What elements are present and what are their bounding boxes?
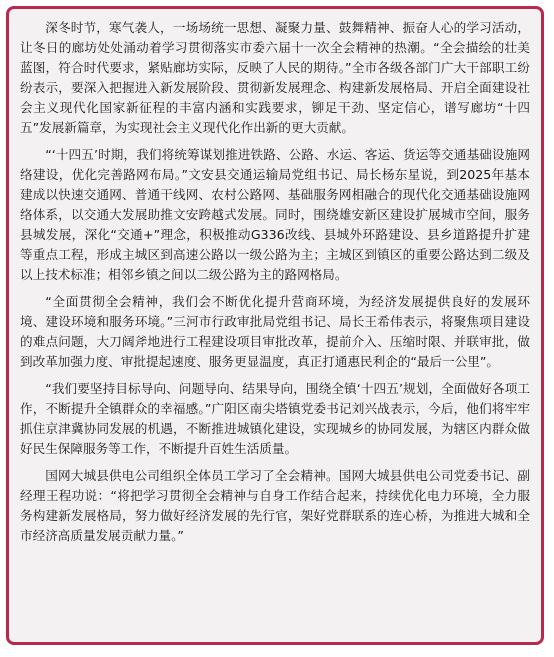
article-paragraph-5: 国网大城县供电公司组织全体员工学习了全会精神。国网大城县供电公司党委书记、副经理王程功说：“将把学习贯彻全会精神与自身工作结合起来，持续优化电力环境，全力服务构建新发展格局，努力做好经济发展的先行官，架好党群联系的连心桥，为推进大城和全市经济高质量发展贡献力量。” — [20, 468, 530, 543]
article-paragraph-2: “‘十四五’时期，我们将统筹谋划推进铁路、公路、水运、客运、货运等交通基础设施网络建设，优化完善路网布局。”文安县交通运输局党组书记、局长杨东星说，到2025年基本建成以快速交通网、普通干线网、农村公路网、基础服务网相融合的现代化交通基础设施网络体系，以交通大发展助推文安跨越式发展。同时，围绕雄安新区建设扩展城市空间，服务县城发展，深化“交通+”理念，积极推动G336改线、县城外环路建设、县乡道路提升扩建等重点工程，形成主城区到高速公路以一级公路为主；主城区到镇区的重要公路达到二级及以上技术标准；相邻乡镇之间以二级公路为主的路网格局。 — [20, 147, 530, 282]
article-box — [6, 6, 544, 645]
article-paragraph-4: “我们要坚持目标导向、问题导向、结果导向，围绕全镇‘十四五’规划，全面做好各项工作，不断提升全镇群众的幸福感。”广阳区南尖塔镇党委书记刘兴战表示，今后，他们将牢牢抓住京津冀协同发展的机遇，不断推进城镇化建设，实现城乡的协同发展，为辖区内群众做好民生保障服务等工作，不断提升百姓生活质量。 — [20, 381, 530, 456]
article-paragraph-3: “全面贯彻全会精神，我们会不断优化提升营商环境，为经济发展提供良好的发展环境、建设环境和服务环境。”三河市行政审批局党组书记、局长王希伟表示，将聚焦项目建设的难点问题，大刀阔斧地进行工程建设项目审批改革，提前介入、压缩时限、并联审批，做到改革加强力度、审批提起速度、服务更显温度，真正打通惠民利企的“最后一公里”。 — [20, 294, 530, 369]
article-paragraph-1: 深冬时节，寒气袭人，一场场统一思想、凝聚力量、鼓舞精神、振奋人心的学习活动，让冬日的廊坊处处涌动着学习贯彻落实市委六届十一次全会精神的热潮。“全会描绘的壮美蓝图，符合时代要求，紧贴廊坊实际，反映了人民的期待。”全市各级各部门广大干部职工纷纷表示，要深入把握进入新发展阶段、贯彻新发展理念、构建新发展格局、开启全面建设社会主义现代化国家新征程的丰富内涵和实践要求，铆足干劲、坚定信心，谱写廊坊“十四五”发展新篇章，为实现社会主义现代化作出新的更大贡献。 — [20, 20, 530, 135]
